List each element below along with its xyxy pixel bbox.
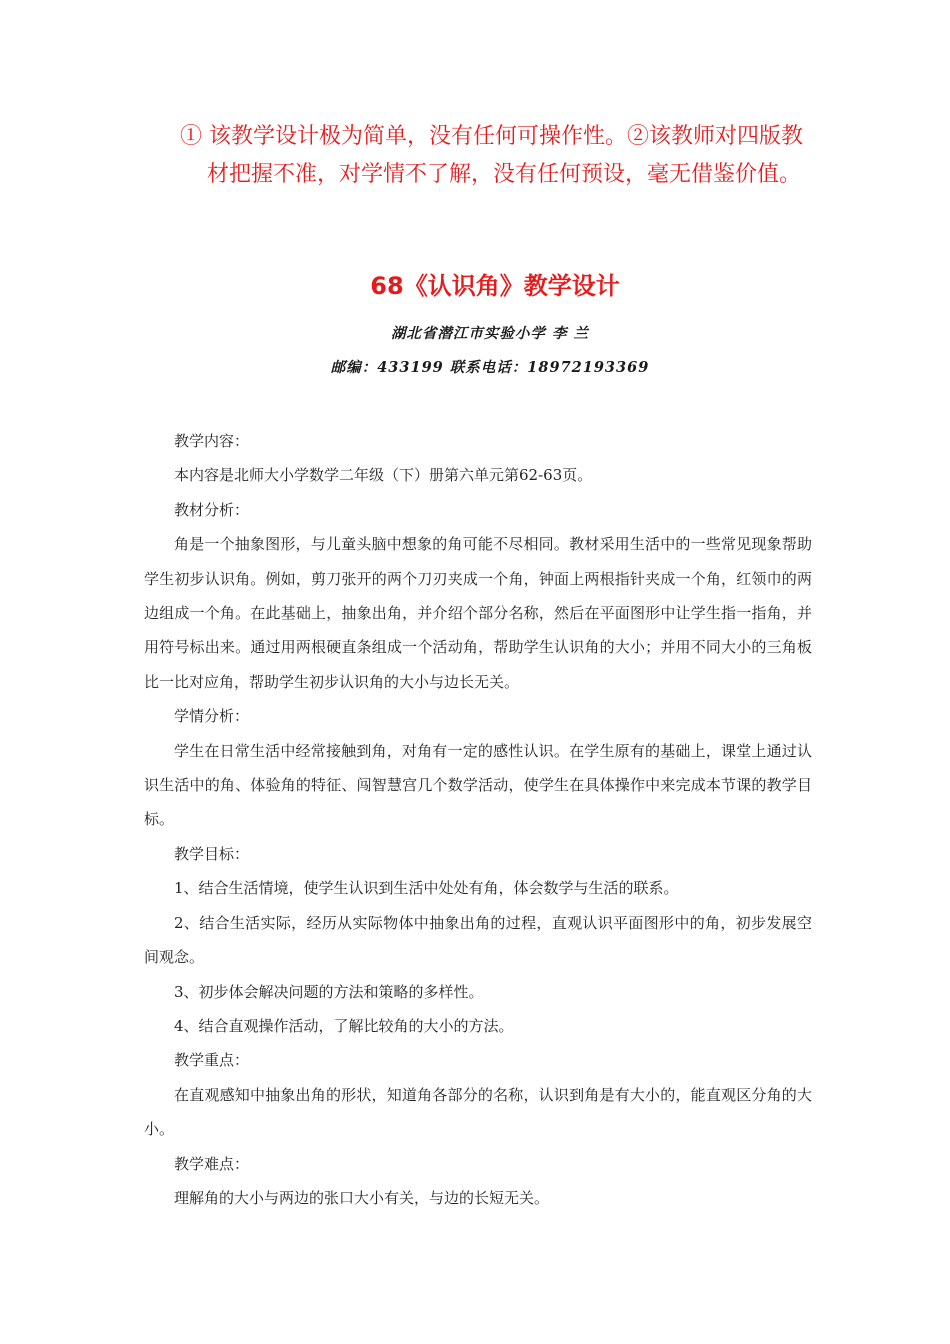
section-heading-goals: 教学目标：	[174, 844, 250, 863]
section-heading-student: 学情分析：	[174, 707, 250, 726]
section-text-material: 角是一个抽象图形，与儿童头脑中想象的角可能不尽相同。教材采用生活中的一些常见现象帮助学生初步认识角。例如，剪刀张开的两个刀刃夹成一个角，钟面上两根指针夹成一个角，红领巾的两边组成一个角。在此基础上，抽象出角，并介绍个部分名称，然后在平面图形中让学生指一指角，并用符号标出来。通过用两根硬直条组成一个活动角，帮助学生认识角的大小；并用不同大小的三角板比一比对应角，帮助学生初步认识角的大小与边长无关。	[144, 535, 812, 691]
goal-item-3: 3、初步体会解决问题的方法和策略的多样性。	[174, 982, 484, 1001]
section-text-content: 本内容是北师大小学数学二年级（下）册第六单元第62-63页。	[174, 466, 593, 485]
section-heading-material: 教材分析：	[174, 500, 250, 519]
section-heading-key: 教学重点：	[174, 1051, 250, 1070]
review-comment-line-2: 材把握不准，对学情不了解，没有任何预设，毫无借鉴价值。	[207, 162, 802, 187]
goal-item-4: 4、结合直观操作活动，了解比较角的大小的方法。	[174, 1016, 514, 1035]
author-school: 湖北省潜江市实验小学 李 兰	[390, 325, 590, 342]
title-text: 《认识角》教学设计	[403, 272, 620, 300]
section-heading-difficult: 教学难点：	[174, 1154, 250, 1173]
section-text-difficult: 理解角的大小与两边的张口大小有关，与边的长短无关。	[174, 1188, 550, 1207]
author-contact: 邮编：433199 联系电话：18972193369	[330, 359, 650, 376]
section-heading-content: 教学内容：	[174, 432, 250, 450]
section-text-key: 在直观感知中抽象出角的形状，知道角各部分的名称，认识到角是有大小的，能直观区分角的大小。	[144, 1085, 812, 1139]
document-title	[0, 266, 950, 306]
review-comment-line-1: ① 该教学设计极为简单，没有任何可操作性。②该教师对四版教	[180, 124, 803, 149]
goal-item-1: 1、结合生活情境，使学生认识到生活中处处有角，体会数学与生活的联系。	[174, 879, 679, 898]
title-number: 68	[370, 272, 404, 300]
review-comment	[180, 118, 820, 194]
goal-item-2: 2、结合生活实际，经历从实际物体中抽象出角的过程，直观认识平面图形中的角，初步发展空间观念。	[144, 913, 812, 967]
document-body	[144, 424, 812, 1215]
section-text-student: 学生在日常生活中经常接触到角，对角有一定的感性认识。在学生原有的基础上，课堂上通过认识生活中的角、体验角的特征、闯智慧宫几个数学活动，使学生在具体操作中来完成本节课的教学目标。	[144, 741, 812, 829]
